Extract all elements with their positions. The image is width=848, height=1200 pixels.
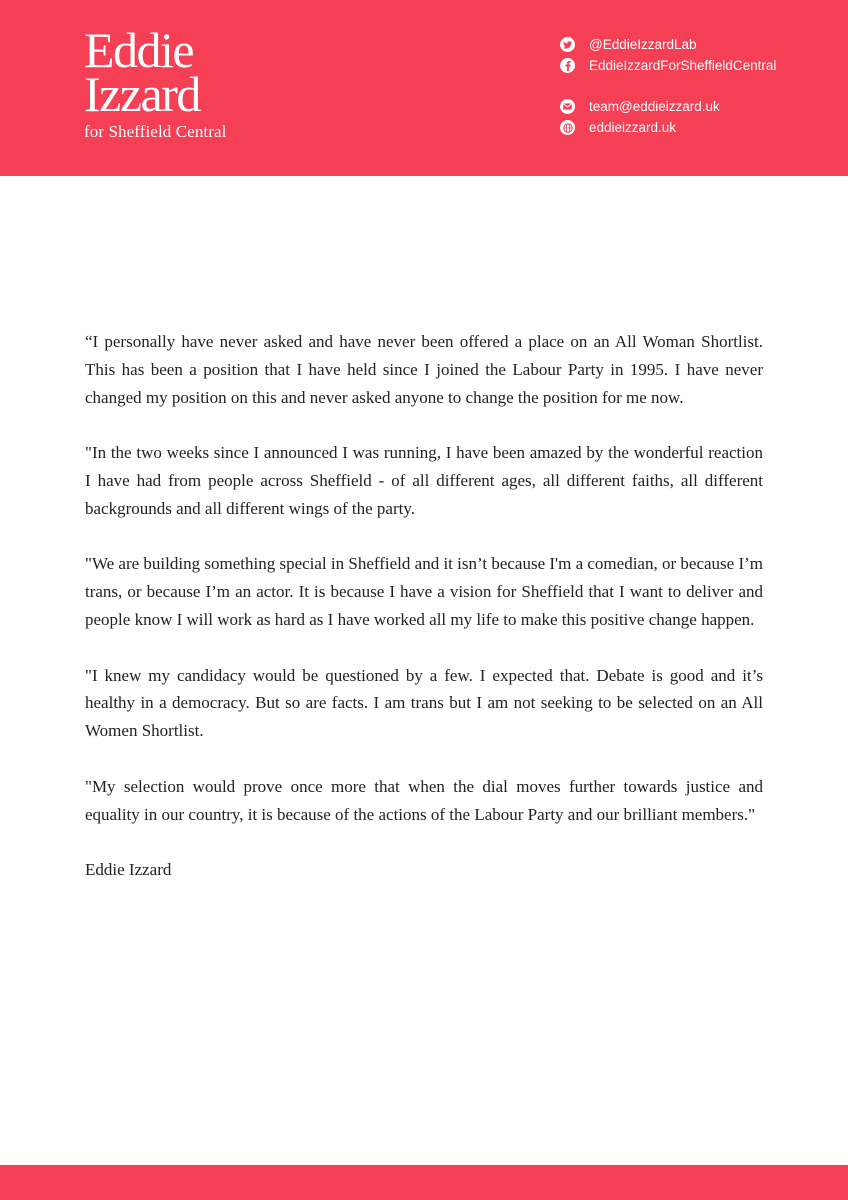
contact-facebook[interactable] [560, 55, 776, 76]
logo-subtitle: for Sheffield Central [84, 122, 227, 141]
globe-icon [560, 120, 575, 135]
statement-paragraph: “I personally have never asked and have never been offered a place on an All Woman Shortlist. This has been a position that I have held since I joined the Labour Party in 1995. I have never changed my position on this and never asked anyone to change the position for me now. [85, 332, 763, 407]
email-icon [560, 99, 575, 114]
statement-paragraph: "My selection would prove once more that when the dial moves further towards justice and equality in our country, it is because of the actions of the Labour Party and our brilliant members." [85, 776, 763, 824]
facebook-icon [560, 58, 575, 73]
statement-paragraph: "In the two weeks since I announced I was running, I have been amazed by the wonderful reaction I have had from people across Sheffield - of all different ages, all different faiths, all different backgrounds and all different wings of the party. [85, 443, 763, 518]
contact-twitter[interactable] [560, 34, 776, 55]
contact-twitter-text: @EddieIzzardLab [589, 37, 697, 52]
twitter-icon [560, 37, 575, 52]
statement-paragraph: "We are building something special in Sheffield and it isn’t because I'm a comedian, or because I’m trans, or because I’m an actor. It is because I have a vision for Sheffield that I want to deliver and people know I will work as hard as I have worked all my life to make this positive change happen. [85, 554, 763, 629]
contact-website[interactable] [560, 117, 776, 138]
logo-first-name: Eddie [84, 22, 194, 78]
campaign-logo [84, 22, 227, 142]
footer-banner [0, 1165, 848, 1200]
signature: Eddie Izzard [85, 860, 172, 880]
contact-email-text: team@eddieizzard.uk [589, 99, 720, 114]
contact-facebook-text: EddieIzzardForSheffieldCentral [589, 58, 777, 73]
logo-last-name: Izzard [84, 66, 200, 122]
contact-website-text: eddieizzard.uk [589, 120, 677, 135]
header-banner [0, 0, 848, 176]
contact-email[interactable] [560, 96, 776, 117]
contact-list [560, 34, 776, 138]
statement-body [85, 328, 763, 912]
statement-paragraph: "I knew my candidacy would be questioned by a few. I expected that. Debate is good and it’s healthy in a democracy. But so are facts. I am trans but I am not seeking to be selected on an All Women Shortlist. [85, 665, 763, 741]
